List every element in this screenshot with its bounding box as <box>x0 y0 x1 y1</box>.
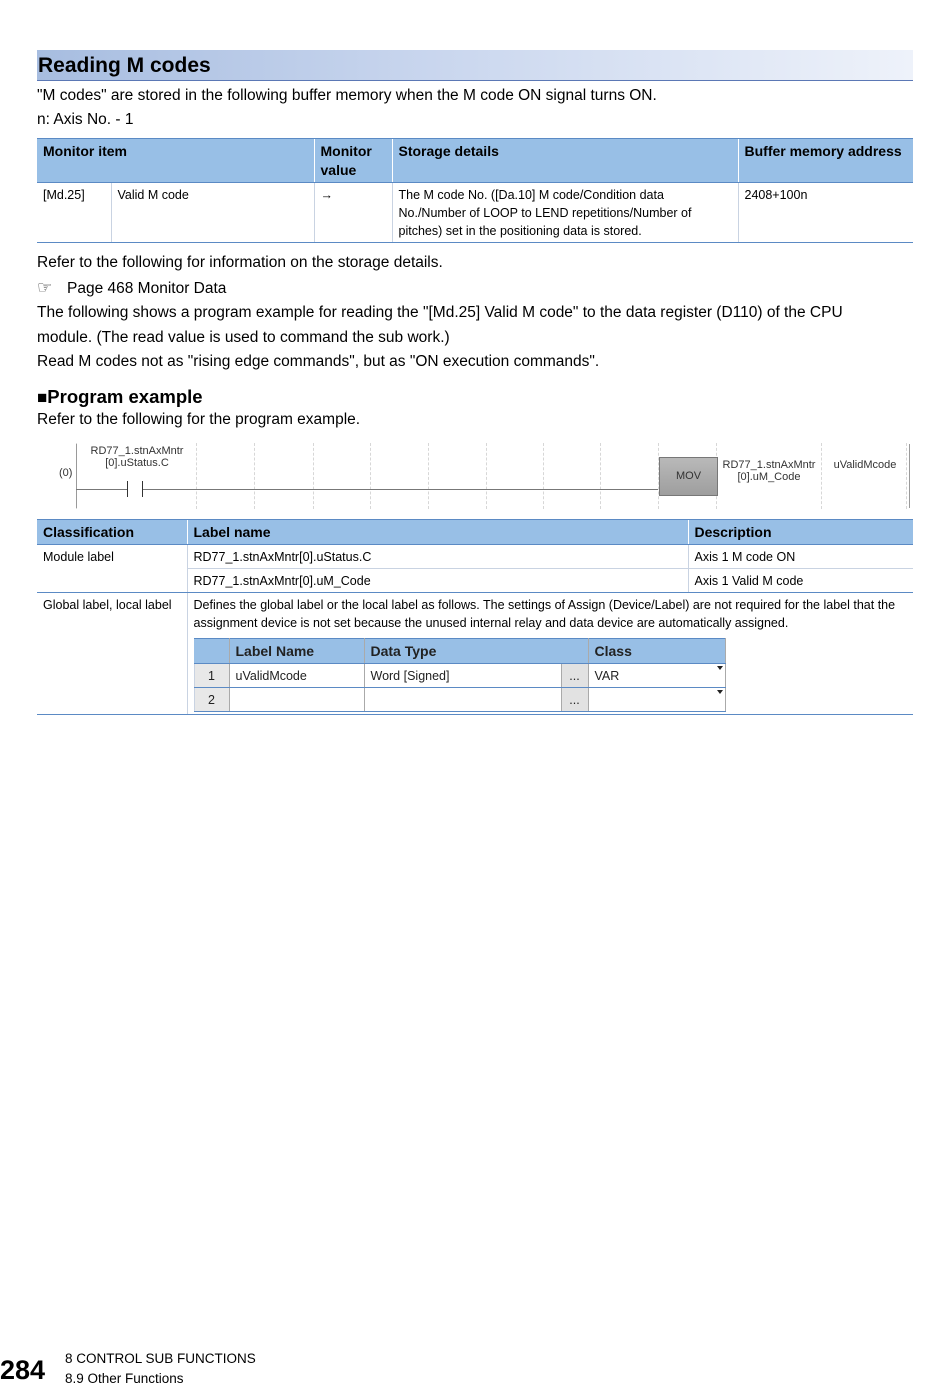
dropdown-arrow-icon[interactable] <box>717 690 723 694</box>
table-row <box>37 183 913 243</box>
header-buffer-address: Buffer memory address <box>738 139 913 183</box>
table-row <box>37 593 913 715</box>
grid-header-label-name: Label Name <box>229 639 364 664</box>
dropdown-arrow-icon[interactable] <box>717 666 723 670</box>
grid-label-name-input[interactable]: uValidMcode <box>229 664 364 688</box>
monitor-code: [Md.25] <box>37 183 111 243</box>
description-cell: Axis 1 Valid M code <box>688 569 913 593</box>
axis-note: n: Axis No. - 1 <box>37 111 134 128</box>
label-setting-grid <box>194 638 726 712</box>
rung-wire <box>76 489 658 490</box>
header-label-name: Label name <box>187 520 688 545</box>
global-label-description-cell <box>187 593 913 715</box>
grid-row <box>194 688 725 712</box>
description-line-3: Read M codes not as "rising edge commands", but as "ON execution commands". <box>37 353 600 370</box>
grid-data-type-input[interactable] <box>364 688 561 712</box>
header-description: Description <box>688 520 913 545</box>
monitor-table <box>37 138 913 243</box>
grid-row-number: 1 <box>194 664 229 688</box>
grid-data-type-input[interactable]: Word [Signed] <box>364 664 561 688</box>
contact-label-line-2: [0].uStatus.C <box>105 457 169 469</box>
ladder-program <box>37 443 913 509</box>
page-reference-text: Page 468 Monitor Data <box>67 280 227 297</box>
grid-label-name-input[interactable] <box>229 688 364 712</box>
mov-instruction: MOV <box>659 457 718 496</box>
buffer-address: 2408+100n <box>738 183 913 243</box>
browse-button[interactable]: ... <box>561 664 588 688</box>
monitor-name: Valid M code <box>111 183 314 243</box>
grid-row <box>194 664 725 688</box>
destination-label: uValidMcode <box>833 459 897 471</box>
left-power-rail <box>76 444 77 508</box>
grid-class-select[interactable] <box>588 664 725 688</box>
classification-cell: Global label, local label <box>37 593 187 715</box>
grid-class-select[interactable] <box>588 688 725 712</box>
description-line-2: module. (The read value is used to command the sub work.) <box>37 329 450 346</box>
header-monitor-value: Monitor value <box>314 139 392 183</box>
description-line-1: The following shows a program example for reading the "[Md.25] Valid M code" to the data register (D110) of the CPU <box>37 304 843 321</box>
refer-text: Refer to the following for information on the storage details. <box>37 254 443 271</box>
square-bullet-icon: ■ <box>37 388 48 407</box>
grid-header-class: Class <box>588 639 725 664</box>
footer-section: 8.9 Other Functions <box>65 1371 184 1386</box>
grid-header-data-type: Data Type <box>364 639 588 664</box>
section-title: Reading M codes <box>37 50 913 81</box>
grid-row-number: 2 <box>194 688 229 712</box>
monitor-value: → <box>314 183 392 243</box>
header-storage-details: Storage details <box>392 139 738 183</box>
storage-details: The M code No. ([Da.10] M code/Condition data No./Number of LOOP to LEND repetitions/Number of pitches) set in the positioning data is stored. <box>392 183 738 243</box>
page-reference-link[interactable] <box>37 278 226 299</box>
label-table <box>37 519 913 715</box>
contact-label-line-1: RD77_1.stnAxMntr <box>90 445 184 457</box>
pointing-hand-icon: ☞ <box>37 278 53 297</box>
browse-button[interactable]: ... <box>561 688 588 712</box>
global-label-description: Defines the global label or the local label as follows. The settings of Assign (Device/Label) are not required for the label that the assignment device is not set because the unused internal relay and data device are automatically assigned. <box>193 598 896 630</box>
program-example-heading <box>37 386 203 409</box>
page-number: 284 <box>0 1355 46 1385</box>
description-cell: Axis 1 M code ON <box>688 545 913 569</box>
source-label-line-2: [0].uM_Code <box>737 471 801 483</box>
program-heading-text: Program example <box>47 386 203 407</box>
program-intro: Refer to the following for the program example. <box>37 411 361 428</box>
right-power-rail <box>909 444 910 508</box>
grid-class-value: VAR <box>594 669 620 683</box>
label-name-cell: RD77_1.stnAxMntr[0].uM_Code <box>187 569 688 593</box>
classification-cell: Module label <box>37 545 187 593</box>
source-label-line-1: RD77_1.stnAxMntr <box>722 459 816 471</box>
intro-text: "M codes" are stored in the following buffer memory when the M code ON signal turns ON. <box>37 87 657 104</box>
normally-open-contact-icon <box>127 481 143 497</box>
footer-chapter: 8 CONTROL SUB FUNCTIONS <box>65 1351 256 1366</box>
table-row <box>37 545 913 569</box>
step-number: (0) <box>59 467 73 479</box>
label-name-cell: RD77_1.stnAxMntr[0].uStatus.C <box>187 545 688 569</box>
header-monitor-item: Monitor item <box>37 139 314 183</box>
header-classification: Classification <box>37 520 187 545</box>
